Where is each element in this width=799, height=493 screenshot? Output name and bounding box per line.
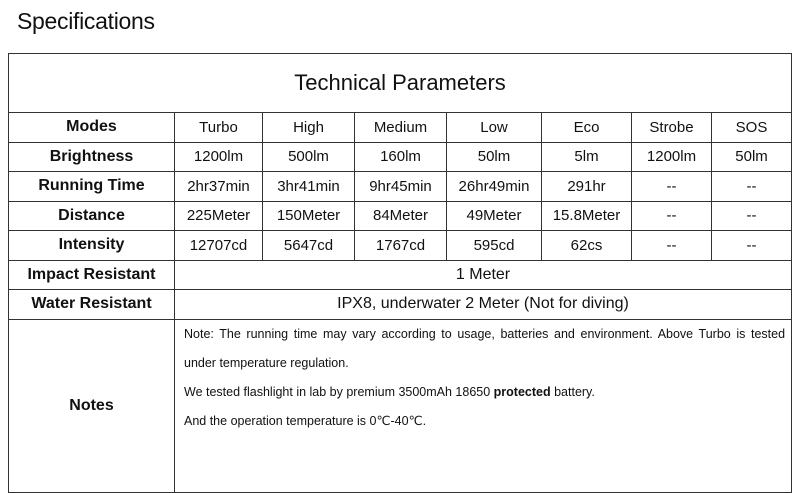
running-time-row <box>9 172 792 202</box>
table-cell: -- <box>632 172 712 202</box>
note-operation-temperature: And the operation temperature is 0℃-40℃. <box>184 413 427 428</box>
table-cell: -- <box>632 201 712 231</box>
table-cell: 595cd <box>447 231 542 261</box>
table-cell: 5647cd <box>263 231 355 261</box>
mode-turbo: Turbo <box>175 113 263 143</box>
brightness-row <box>9 142 792 172</box>
notes-label: Notes <box>9 319 175 492</box>
table-cell: -- <box>632 231 712 261</box>
distance-label: Distance <box>9 201 175 231</box>
table-cell: 15.8Meter <box>542 201 632 231</box>
intensity-label: Intensity <box>9 231 175 261</box>
impact-resistant-label: Impact Resistant <box>9 260 175 290</box>
table-cell: 1200lm <box>175 142 263 172</box>
mode-eco: Eco <box>542 113 632 143</box>
table-cell: 5lm <box>542 142 632 172</box>
table-cell: 26hr49min <box>447 172 542 202</box>
table-cell: 1767cd <box>355 231 447 261</box>
mode-strobe: Strobe <box>632 113 712 143</box>
table-cell: -- <box>712 231 792 261</box>
modes-label: Modes <box>9 113 175 143</box>
mode-medium: Medium <box>355 113 447 143</box>
technical-parameters-table <box>8 53 792 493</box>
distance-row <box>9 201 792 231</box>
table-cell: 9hr45min <box>355 172 447 202</box>
impact-resistant-row <box>9 260 792 290</box>
mode-low: Low <box>447 113 542 143</box>
table-cell: 2hr37min <box>175 172 263 202</box>
water-resistant-row <box>9 290 792 320</box>
page-heading: Specifications <box>17 8 155 34</box>
table-title: Technical Parameters <box>9 54 792 113</box>
table-cell: 1200lm <box>632 142 712 172</box>
table-cell: 50lm <box>447 142 542 172</box>
water-resistant-value: IPX8, underwater 2 Meter (Not for diving) <box>175 290 792 320</box>
note-battery-test <box>184 378 785 407</box>
impact-resistant-value: 1 Meter <box>175 260 792 290</box>
table-cell: 62cs <box>542 231 632 261</box>
table-cell: 291hr <box>542 172 632 202</box>
table-cell: -- <box>712 172 792 202</box>
table-cell: 49Meter <box>447 201 542 231</box>
notes-row <box>9 319 792 492</box>
table-cell: 160lm <box>355 142 447 172</box>
note-running-time: Note: The running time may vary according to usage, batteries and environment. Above Turbo is tested under temperature regulation. <box>184 326 786 370</box>
modes-row <box>9 113 792 143</box>
mode-high: High <box>263 113 355 143</box>
table-cell: 84Meter <box>355 201 447 231</box>
table-cell: 3hr41min <box>263 172 355 202</box>
table-cell: 150Meter <box>263 201 355 231</box>
note-battery-emphasis: protected <box>493 384 551 399</box>
running-time-label: Running Time <box>9 172 175 202</box>
mode-sos: SOS <box>712 113 792 143</box>
table-cell: 225Meter <box>175 201 263 231</box>
brightness-label: Brightness <box>9 142 175 172</box>
table-cell: 50lm <box>712 142 792 172</box>
water-resistant-label: Water Resistant <box>9 290 175 320</box>
table-title-row <box>9 54 792 113</box>
intensity-row <box>9 231 792 261</box>
table-cell: 500lm <box>263 142 355 172</box>
table-cell: 12707cd <box>175 231 263 261</box>
note-battery-text: We tested flashlight in lab by premium 3500mAh 18650 <box>184 384 494 399</box>
notes-content <box>175 319 792 492</box>
table-cell: -- <box>712 201 792 231</box>
note-battery-suffix: battery. <box>550 384 595 399</box>
